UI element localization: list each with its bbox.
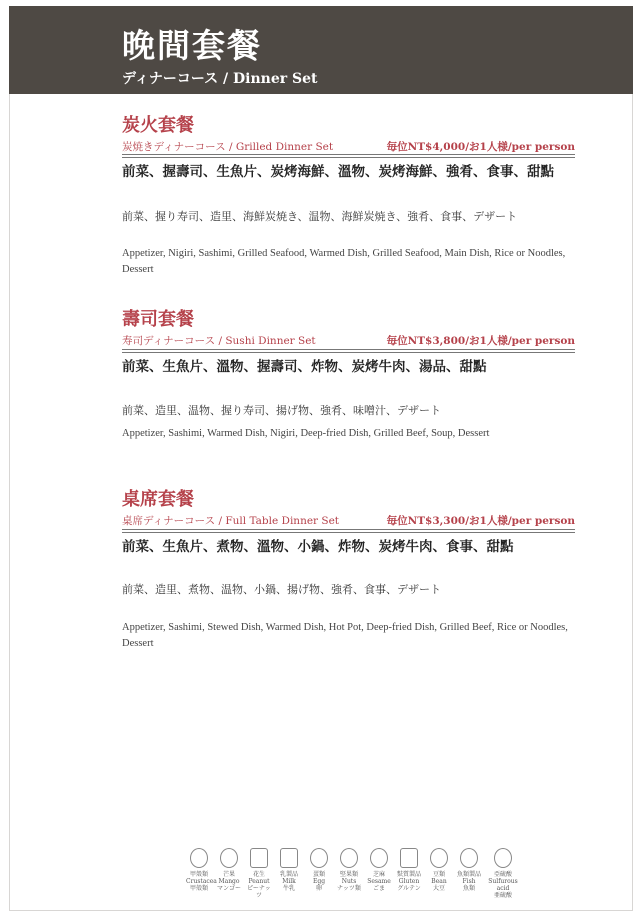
section-subtitle [122,513,575,528]
peanut-icon [250,848,268,868]
section-price: 毎位NT$3,800/お1人様/per person [386,335,575,347]
section-subtitle [122,333,575,348]
legend-item: 魚類製品 Fish 魚類 [456,848,482,899]
fish-icon [460,848,478,868]
legend-item: 麩質製品 Gluten グルテン [396,848,422,899]
section-rule [122,349,575,353]
allergen-legend [186,848,520,899]
section-subtitle-text: 桌席ディナーコース / Full Table Dinner Set [122,515,340,527]
legend-item: 甲殼類 Crustacea 甲殻類 [186,848,212,899]
mango-icon [220,848,238,868]
section-subtitle-text: 炭焼きディナーコース / Grilled Dinner Set [122,141,334,153]
section-price: 毎位NT$3,300/お1人様/per person [386,515,575,527]
legend-item: 亞硫酸 Sulfurous acid 亜硫酸 [486,848,520,899]
page-title: 晚間套餐 [122,26,262,65]
course-zh: 前菜、生魚片、溫物、握壽司、炸物、炭烤牛肉、湯品、甜點 [122,359,487,375]
course-jp: 前菜、造里、煮物、温物、小鍋、揚げ物、強肴、食事、デザート [122,583,441,596]
legend-item: 堅果類 Nuts ナッツ類 [336,848,362,899]
molecule-icon [494,848,512,868]
legend-item: 蛋類 Egg 卵 [306,848,332,899]
section-subtitle-text: 寿司ディナーコース / Sushi Dinner Set [122,335,316,347]
section-rule [122,154,575,158]
legend-item: 花生 Peanut ピーナッツ [246,848,272,899]
legend-item: 乳製品 Milk 牛乳 [276,848,302,899]
page-subtitle: ディナーコース / Dinner Set [122,71,318,87]
course-en: Appetizer, Sashimi, Stewed Dish, Warmed Dish, Hot Pot, Deep-fried Dish, Grilled Beef, Rice or Noodles, Dessert [122,622,568,649]
course-en: Appetizer, Nigiri, Sashimi, Grilled Seafood, Warmed Dish, Grilled Seafood, Main Dish, Rice or Noodles, Dessert [122,248,566,275]
legend-item: 芝麻 Sesame ごま [366,848,392,899]
sesame-icon [370,848,388,868]
section-price: 毎位NT$4,000/お1人様/per person [386,141,575,153]
section-title: 炭火套餐 [122,115,194,136]
egg-icon [310,848,328,868]
course-en: Appetizer, Sashimi, Warmed Dish, Nigiri, Deep-fried Dish, Grilled Beef, Soup, Dessert [122,428,490,439]
course-zh: 前菜、生魚片、煮物、溫物、小鍋、炸物、炭烤牛肉、食事、甜點 [122,539,514,555]
nut-icon [340,848,358,868]
course-jp: 前菜、握り寿司、造里、海鮮炭焼き、温物、海鮮炭焼き、強肴、食事、デザート [122,210,518,223]
wheat-icon [400,848,418,868]
section-subtitle [122,139,575,154]
course-zh: 前菜、握壽司、生魚片、炭烤海鮮、溫物、炭烤海鮮、強肴、食事、甜點 [122,164,554,180]
section-title: 桌席套餐 [122,489,194,510]
milk-icon [280,848,298,868]
section-title: 壽司套餐 [122,309,194,330]
bean-icon [430,848,448,868]
legend-item: 豆類 Bean 大豆 [426,848,452,899]
shrimp-icon [190,848,208,868]
legend-item: 芒果 Mango マンゴー [216,848,242,899]
header-bar [9,6,633,94]
course-jp: 前菜、造里、温物、握り寿司、揚げ物、強肴、味噌汁、デザート [122,404,441,417]
section-rule [122,529,575,533]
